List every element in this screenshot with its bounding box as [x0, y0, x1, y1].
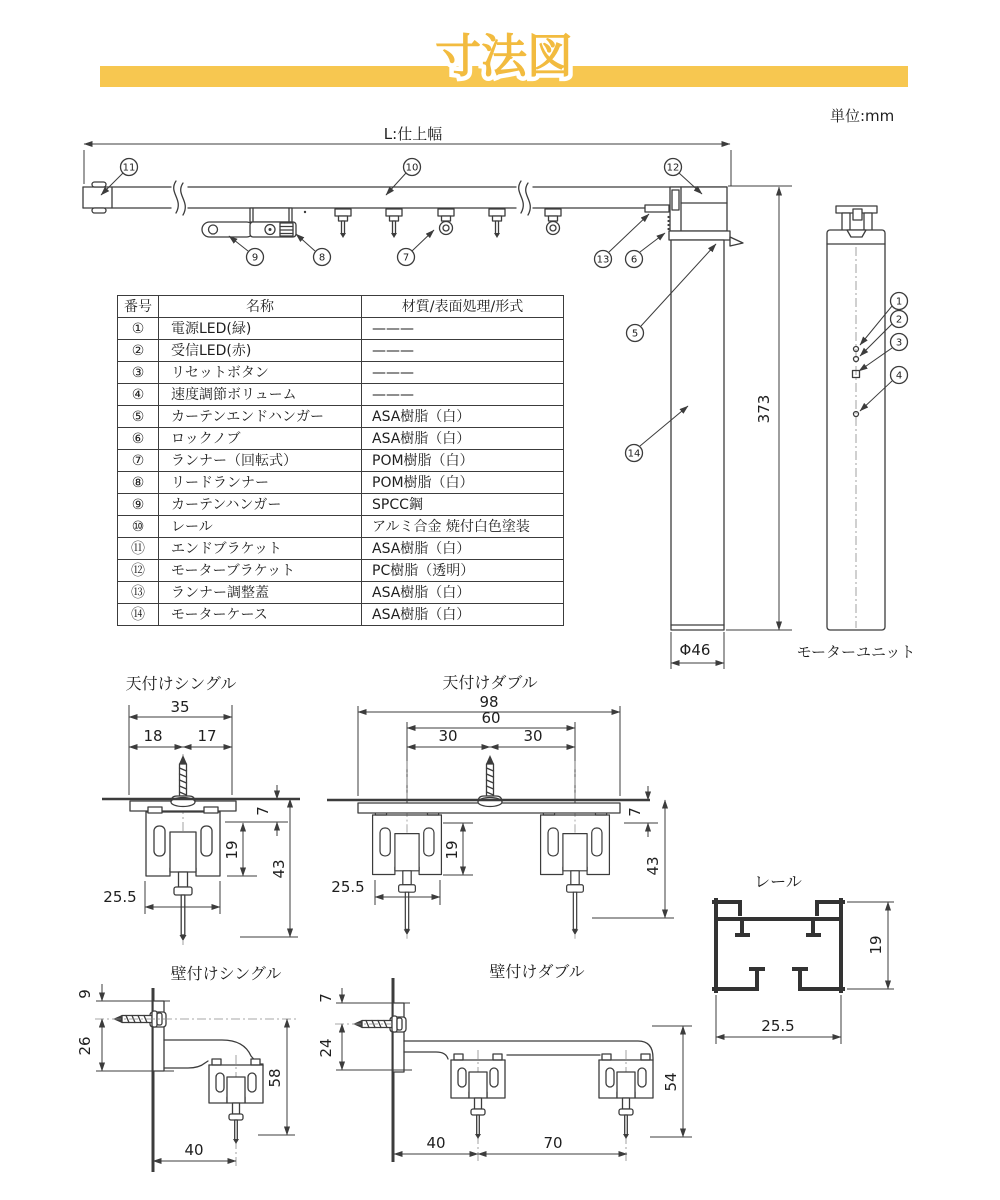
runners: [335, 209, 561, 238]
parts-table: [117, 295, 564, 626]
callout-6: [626, 233, 666, 268]
dim-43: 43: [270, 859, 288, 879]
svg-text:9: 9: [251, 252, 259, 264]
table-cell: ———: [362, 318, 564, 340]
table-row: [118, 340, 564, 362]
rail-cross-section: [599, 1050, 653, 1163]
table-cell: POM樹脂（白）: [362, 450, 564, 472]
table-cell: 電源LED(緑): [159, 318, 362, 340]
ceiling-double-title: 天付けダブル: [442, 673, 538, 692]
dim-98: 98: [479, 693, 499, 711]
dim-43: 43: [644, 856, 662, 876]
table-cell: POM樹脂（白）: [362, 472, 564, 494]
dim-18: 18: [143, 727, 163, 745]
table-row: [118, 406, 564, 428]
page-title: 寸法図: [435, 29, 573, 83]
callout-11: [101, 159, 138, 196]
table-cell: ASA樹脂（白）: [362, 428, 564, 450]
table-cell: アルミ合金 焼付白色塗装: [362, 516, 564, 538]
table-cell: ———: [362, 384, 564, 406]
svg-text:2: 2: [895, 314, 903, 326]
finish-width-dimension: [84, 125, 731, 186]
table-cell: ⑪: [118, 538, 159, 560]
rail-profile-title: レール: [754, 872, 802, 891]
dim-40: 40: [426, 1134, 446, 1152]
table-cell: モーターブラケット: [159, 560, 362, 582]
table-cell: エンドブラケット: [159, 538, 362, 560]
col-header-name: 名称: [159, 296, 362, 318]
lead-runner-assembly: [202, 208, 306, 237]
table-cell: リードランナー: [159, 472, 362, 494]
wall-double-diagram: [317, 962, 692, 1163]
table-cell: ———: [362, 362, 564, 384]
svg-text:4: 4: [895, 370, 903, 382]
dim-7: 7: [254, 806, 272, 816]
table-cell: ②: [118, 340, 159, 362]
height-dim-label: 373: [755, 394, 773, 424]
table-cell: ⑬: [118, 582, 159, 604]
table-cell: 受信LED(赤): [159, 340, 362, 362]
motor-case: [671, 240, 724, 630]
rail-cross-section: [451, 1050, 505, 1163]
dim-30b: 30: [523, 727, 543, 745]
table-cell: ①: [118, 318, 159, 340]
dim-19: 19: [223, 840, 241, 860]
callout-10: [386, 159, 421, 196]
table-cell: SPCC鋼: [362, 494, 564, 516]
callout-7: [398, 230, 435, 266]
table-row: [118, 450, 564, 472]
dim-7: 7: [317, 993, 335, 1003]
curtain-hanger-arm: [202, 222, 254, 237]
svg-text:3: 3: [895, 337, 903, 349]
table-cell: ———: [362, 340, 564, 362]
bracket-arm: [404, 1041, 653, 1060]
motor-bracket-assembly: [645, 187, 743, 630]
bracket-wall-plate: [393, 1003, 404, 1072]
wall-double-title: 壁付けダブル: [489, 962, 585, 981]
svg-text:12: 12: [666, 162, 680, 174]
table-row: [118, 428, 564, 450]
table-row: [118, 582, 564, 604]
diameter-dimension: [671, 632, 724, 669]
dim-26: 26: [76, 1036, 94, 1056]
dim-35: 35: [170, 698, 190, 716]
table-row: [118, 604, 564, 626]
motor-unit-side-view: [797, 206, 916, 661]
svg-text:6: 6: [630, 254, 638, 266]
table-cell: ASA樹脂（白）: [362, 538, 564, 560]
height-dimension: [726, 186, 792, 630]
table-cell: ⑫: [118, 560, 159, 582]
dim-19: 19: [443, 840, 461, 860]
table-row: [118, 494, 564, 516]
dim-25-5: 25.5: [331, 878, 365, 896]
wall-single-diagram: [76, 964, 297, 1172]
dim-58: 58: [266, 1068, 284, 1088]
unit-label: 単位:mm: [830, 107, 895, 125]
table-cell: ⑥: [118, 428, 159, 450]
motor-unit-label: モーターユニット: [796, 643, 916, 661]
table-row: [118, 362, 564, 384]
dim-9: 9: [76, 989, 94, 999]
ceiling-double-diagram: [327, 673, 674, 939]
curtain-end-hanger: [669, 231, 730, 240]
dim-54: 54: [662, 1072, 680, 1092]
rail-profile-outline: [714, 900, 843, 991]
dim-70: 70: [543, 1134, 563, 1152]
table-cell: ⑤: [118, 406, 159, 428]
table-cell: ASA樹脂（白）: [362, 582, 564, 604]
dim-24: 24: [317, 1038, 335, 1058]
table-row: [118, 472, 564, 494]
table-cell: 速度調節ボリューム: [159, 384, 362, 406]
dim-7: 7: [626, 807, 644, 817]
dim-25-5: 25.5: [103, 888, 137, 906]
table-cell: カーテンエンドハンガー: [159, 406, 362, 428]
rail-outline: [83, 181, 727, 215]
table-cell: ⑭: [118, 604, 159, 626]
svg-text:1: 1: [895, 296, 903, 308]
table-cell: ASA樹脂（白）: [362, 406, 564, 428]
table-row: [118, 516, 564, 538]
table-row: [118, 560, 564, 582]
dim-30a: 30: [438, 727, 458, 745]
col-header-number: 番号: [118, 296, 159, 318]
rail-profile-diagram: [714, 872, 894, 1044]
table-cell: リセットボタン: [159, 362, 362, 384]
table-row: [118, 538, 564, 560]
table-cell: ASA樹脂（白）: [362, 604, 564, 626]
dim-60: 60: [481, 709, 501, 727]
table-header-row: [118, 296, 564, 318]
col-header-material: 材質/表面処理/形式: [362, 296, 564, 318]
table-cell: ③: [118, 362, 159, 384]
table-cell: ランナー調整蓋: [159, 582, 362, 604]
ceiling-single-diagram: [102, 674, 300, 945]
ceiling-single-title: 天付けシングル: [125, 674, 237, 693]
rail-cross-section: [209, 1055, 263, 1168]
runner-adjust-cover: [645, 205, 669, 212]
dim-17: 17: [197, 727, 217, 745]
parts-table-body: [118, 318, 564, 626]
dim-40: 40: [184, 1141, 204, 1159]
table-cell: PC樹脂（透明）: [362, 560, 564, 582]
svg-text:7: 7: [402, 252, 410, 264]
dim-25-5: 25.5: [761, 1017, 795, 1035]
svg-text:11: 11: [122, 162, 136, 174]
table-cell: ⑩: [118, 516, 159, 538]
table-cell: モーターケース: [159, 604, 362, 626]
table-row: [118, 384, 564, 406]
callout-8: [296, 234, 331, 266]
table-cell: ④: [118, 384, 159, 406]
table-cell: ランナー（回転式）: [159, 450, 362, 472]
svg-text:5: 5: [631, 328, 639, 340]
table-cell: ⑦: [118, 450, 159, 472]
finish-width-label: L:仕上幅: [383, 125, 443, 143]
svg-text:14: 14: [627, 448, 641, 460]
table-cell: ロックノブ: [159, 428, 362, 450]
table-cell: カーテンハンガー: [159, 494, 362, 516]
callout-9: [229, 236, 264, 266]
dim-19: 19: [867, 935, 885, 955]
diameter-dim-label: Φ46: [679, 641, 711, 659]
table-cell: ⑨: [118, 494, 159, 516]
svg-text:13: 13: [596, 254, 610, 266]
table-cell: レール: [159, 516, 362, 538]
wall-single-title: 壁付けシングル: [170, 964, 282, 983]
svg-text:10: 10: [405, 162, 419, 174]
table-cell: ⑧: [118, 472, 159, 494]
svg-text:8: 8: [318, 252, 326, 264]
table-row: [118, 318, 564, 340]
